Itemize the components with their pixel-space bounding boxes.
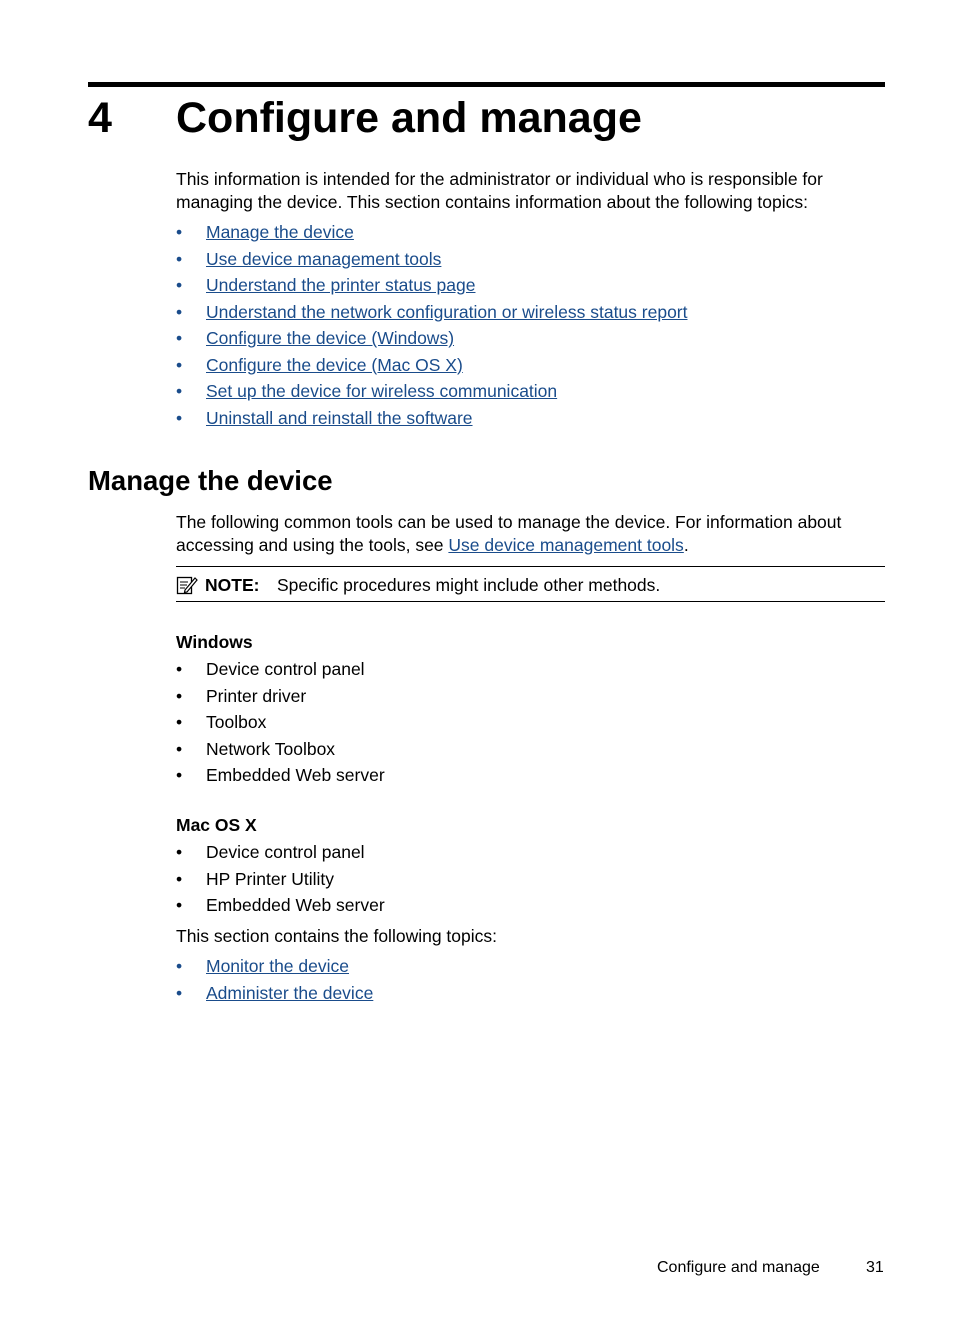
list-item [176,248,688,275]
windows-heading: Windows [176,632,253,652]
list-item [176,711,385,738]
mac-heading: Mac OS X [176,815,257,835]
section-paragraph-end: . [683,534,689,555]
bullet: • [176,868,183,889]
chapter-title: Configure and manage [176,94,642,142]
windows-tool-item: Embedded Web server [206,765,385,785]
list-item [176,301,688,328]
bullet: • [176,956,183,976]
section-paragraph-text: The following common tools can be used to manage the device. For information about accessing and using the tools, see [176,512,842,555]
list-item [176,738,385,765]
bullet: • [176,354,183,375]
topic-link-uninstall[interactable]: Uninstall and reinstall the software [206,407,473,428]
bullet: • [176,895,183,915]
mac-tool-item: Device control panel [206,842,365,862]
bullet: • [176,301,183,322]
bullet: • [176,712,183,732]
note-pencil-icon [176,574,198,596]
windows-tool-item: Network Toolbox [206,738,336,759]
list-item [176,841,385,868]
topic-link-configure-mac[interactable]: Configure the device (Mac OS X) [206,354,463,375]
topic-link-manage-device[interactable]: Manage the device [206,222,354,242]
chapter-topic-list [176,221,688,433]
bullet: • [176,659,183,679]
bullet: • [176,275,183,295]
list-item [176,868,385,895]
chapter-top-rule [88,82,885,87]
topic-link-management-tools[interactable]: Use device management tools [206,248,442,269]
section-paragraph [176,511,876,556]
bullet: • [176,765,183,785]
list-item [176,221,688,248]
list-item [176,894,385,921]
list-item [176,982,373,1009]
bullet: • [176,381,183,401]
windows-tool-item: Printer driver [206,685,307,706]
mac-tool-list [176,841,385,921]
footer-chapter-title: Configure and manage [657,1259,820,1276]
intro-paragraph: This information is intended for the administrator or individual who is responsible for managing the device. This section contains information about the following topics: [176,169,823,212]
list-item [176,685,385,712]
bullet: • [176,685,183,706]
bullet: • [176,248,183,269]
list-item [176,955,373,982]
list-item [176,658,385,685]
list-item [176,327,688,354]
topic-link-configure-windows[interactable]: Configure the device (Windows) [206,328,455,348]
topic-link-administer-device[interactable]: Administer the device [206,982,374,1003]
bullet: • [176,982,183,1003]
footer-page-number: 31 [866,1259,884,1276]
mac-tool-item: Embedded Web server [206,895,385,915]
list-item [176,354,688,381]
note-label: NOTE: [205,575,260,595]
bullet: • [176,738,183,759]
inline-link-management-tools[interactable]: Use device management tools [448,534,684,555]
bullet: • [176,222,183,242]
mac-tool-item: HP Printer Utility [206,868,335,889]
windows-tool-item: Device control panel [206,659,365,679]
topic-link-wireless-setup[interactable]: Set up the device for wireless communication [206,381,558,401]
bullet: • [176,842,183,862]
bullet: • [176,407,183,428]
topic-link-status-page[interactable]: Understand the printer status page [206,275,476,295]
list-item [176,380,688,407]
windows-tool-list [176,658,385,791]
note-text: Specific procedures might include other methods. [277,575,661,595]
windows-tool-item: Toolbox [206,712,267,732]
chapter-number: 4 [88,94,112,142]
note-box [176,566,885,602]
section-topic-list [176,955,373,1008]
section-title: Manage the device [88,465,333,496]
bullet: • [176,328,183,348]
list-item [176,764,385,791]
list-item [176,274,688,301]
list-item [176,407,688,434]
topic-link-monitor-device[interactable]: Monitor the device [206,956,349,976]
topics-intro: This section contains the following topics: [176,926,497,946]
topic-link-network-report[interactable]: Understand the network configuration or wireless status report [206,301,688,322]
